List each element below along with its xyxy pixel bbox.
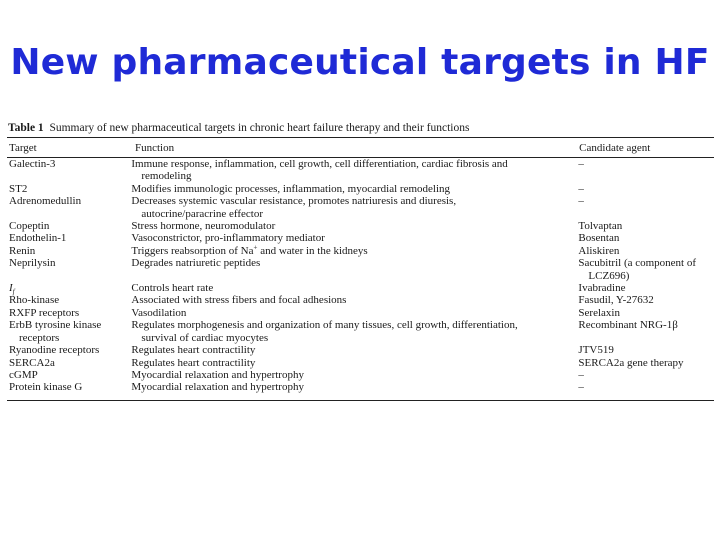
- table-header-row: [7, 138, 714, 157]
- table-row: [7, 369, 714, 381]
- table-row: [7, 158, 714, 183]
- table-body: [7, 158, 714, 394]
- cell-function: Regulates heart contractility: [131, 344, 256, 357]
- cell-function: Regulates heart contractility: [131, 356, 256, 369]
- cell-function: [129, 195, 576, 220]
- cell-target: Protein kinase G: [9, 381, 83, 394]
- cell-function-line1: Regulates morphogenesis and organization of many tissues, cell growth, differentiation,: [131, 319, 518, 332]
- table-row: [7, 282, 714, 294]
- cell-agent: Fasudil, Y-27632: [578, 294, 654, 307]
- table-row: [7, 294, 714, 306]
- table-row: [7, 245, 714, 257]
- cell-target: Galectin-3: [9, 158, 56, 170]
- cell-agent: –: [578, 195, 584, 208]
- cell-target: ST2: [9, 182, 28, 195]
- cell-function: Stress hormone, neuromodulator: [131, 220, 276, 233]
- cell-agent: –: [578, 182, 584, 195]
- cell-agent: SERCA2a gene therapy: [578, 356, 684, 369]
- table-row: [7, 195, 714, 220]
- cell-target: Neprilysin: [9, 257, 56, 270]
- table-row: [7, 381, 714, 393]
- cell-function: Degrades natriuretic peptides: [131, 257, 261, 270]
- cell-agent: Tolvaptan: [578, 220, 623, 233]
- cell-target-symbol: I: [9, 282, 13, 295]
- cell-target: SERCA2a: [9, 356, 55, 369]
- cell-target: cGMP: [9, 368, 38, 381]
- cell-target: [7, 319, 129, 344]
- cell-function: [129, 319, 576, 344]
- cell-function: [129, 158, 576, 183]
- table-row: [7, 232, 714, 244]
- table-row: [7, 344, 714, 356]
- cell-function: Vasoconstrictor, pro-inflammatory mediator: [131, 232, 325, 245]
- cell-function-line1: Immune response, inflammation, cell growth, cell differentiation, cardiac fibrosis and: [131, 158, 508, 170]
- cell-function: Myocardial relaxation and hypertrophy: [131, 381, 304, 394]
- cell-function: [129, 245, 576, 257]
- cell-function: Vasodilation: [131, 306, 187, 319]
- cell-agent: Ivabradine: [578, 282, 626, 295]
- cell-target-line2: receptors: [19, 331, 60, 344]
- cell-function: Modifies immunologic processes, inflammation, myocardial remodeling: [131, 182, 450, 195]
- cell-target-subscript: f: [12, 288, 15, 297]
- header-target: Target: [9, 141, 37, 154]
- cell-agent: Aliskiren: [578, 244, 620, 257]
- table-caption-label: Table 1: [8, 122, 44, 134]
- superscript-plus: +: [253, 243, 258, 252]
- cell-target: Renin: [9, 244, 36, 257]
- cell-agent: –: [578, 381, 584, 394]
- cell-agent: –: [578, 368, 584, 381]
- cell-target-line1: ErbB tyrosine kinase: [9, 319, 102, 332]
- cell-function-line2: remodeling: [141, 170, 192, 183]
- cell-agent: Bosentan: [578, 232, 620, 245]
- table-row: [7, 319, 714, 344]
- table-row: [7, 257, 714, 282]
- table-row: [7, 357, 714, 369]
- cell-agent: JTV519: [578, 344, 614, 357]
- cell-function-line2: autocrine/paracrine effector: [141, 207, 264, 220]
- cell-function: Associated with stress fibers and focal adhesions: [131, 294, 347, 307]
- summary-table: [7, 121, 714, 401]
- cell-target: Ryanodine receptors: [9, 344, 100, 357]
- cell-function-line2: survival of cardiac myocytes: [141, 331, 269, 344]
- table-caption-text: Summary of new pharmaceutical targets in chronic heart failure therapy and their functions: [49, 122, 470, 134]
- cell-target: Rho-kinase: [9, 294, 60, 307]
- cell-target: Endothelin-1: [9, 232, 67, 245]
- cell-agent: –: [578, 158, 584, 170]
- cell-target: RXFP receptors: [9, 306, 80, 319]
- header-candidate-agent: Candidate agent: [579, 141, 651, 154]
- cell-agent: Recombinant NRG-1β: [578, 319, 678, 332]
- slide-title: New pharmaceutical targets in HF: [10, 42, 710, 83]
- cell-function-line1: Decreases systemic vascular resistance, promotes natriuresis and diuresis,: [131, 195, 457, 208]
- bottom-rule: [7, 400, 714, 401]
- table-row: [7, 220, 714, 232]
- cell-function-text: Triggers reabsorption of Na: [131, 244, 254, 257]
- cell-target: Copeptin: [9, 220, 50, 233]
- cell-agent-line2: LCZ696): [588, 269, 630, 282]
- table-caption: [7, 121, 714, 137]
- table-row: [7, 183, 714, 195]
- table-row: [7, 307, 714, 319]
- cell-function: Myocardial relaxation and hypertrophy: [131, 368, 304, 381]
- cell-agent-line1: Sacubitril (a component of: [578, 257, 697, 270]
- header-function: Function: [134, 141, 175, 154]
- cell-function: Controls heart rate: [131, 282, 214, 295]
- cell-agent: Serelaxin: [578, 306, 620, 319]
- cell-agent: [576, 257, 714, 282]
- cell-target: Adrenomedullin: [9, 195, 82, 208]
- cell-function-text: and water in the kidneys: [257, 244, 368, 257]
- cell-target: [7, 282, 129, 297]
